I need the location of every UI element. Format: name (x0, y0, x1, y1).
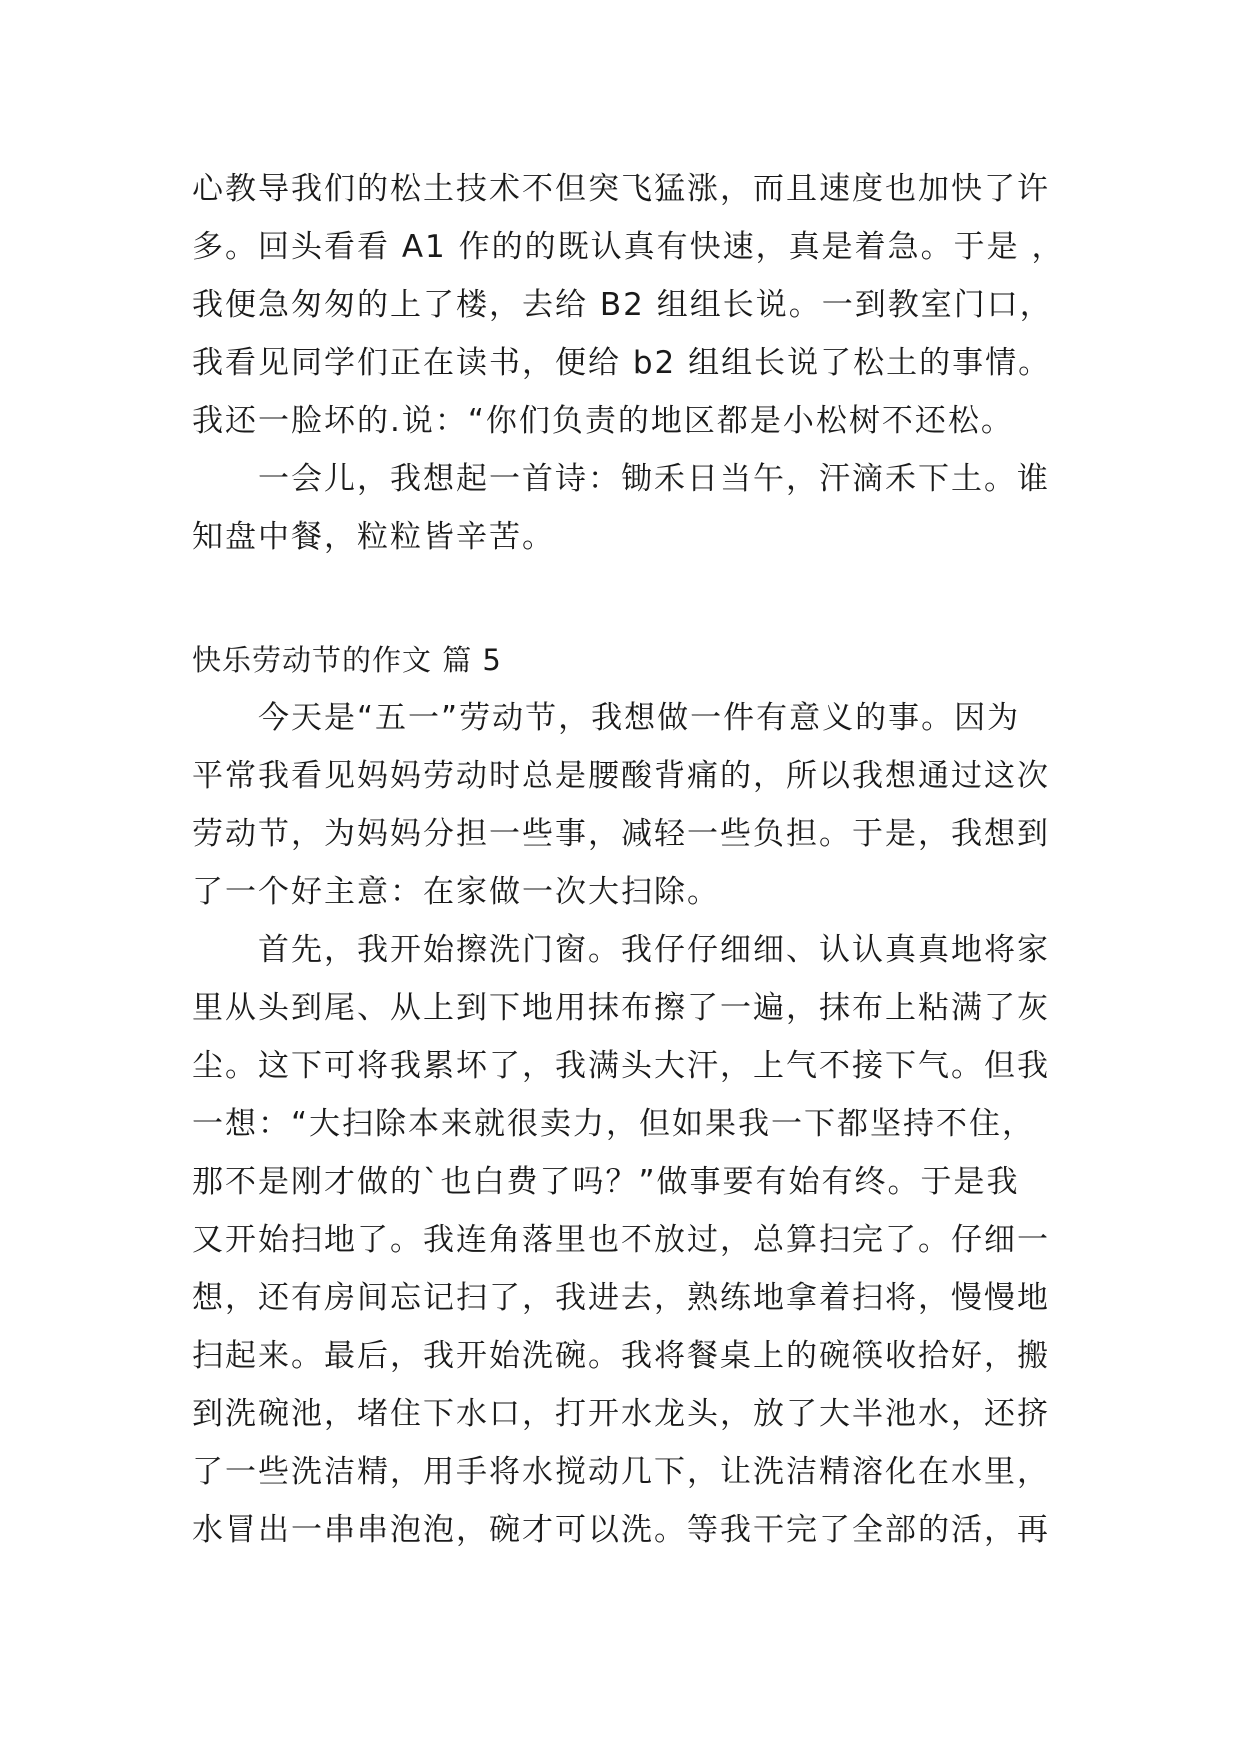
paragraph-intro (192, 689, 1072, 921)
text-line: 那不是刚才做的`也白费了吗？”做事要有始有终。于是我 (192, 1164, 1020, 1200)
text-line: 尘。这下可将我累坏了，我满头大汗，上气不接下气。但我 (192, 1048, 1050, 1084)
text-line: 了一些洗洁精，用手将水搅动几下，让洗洁精溶化在水里， (192, 1454, 1050, 1490)
section-spacer (192, 566, 1072, 631)
text-line: 水冒出一串串泡泡，碗才可以洗。等我干完了全部的活，再 (192, 1512, 1050, 1548)
text-line: 到洗碗池，堵住下水口，打开水龙头，放了大半池水，还挤 (192, 1396, 1050, 1432)
text-line: 我还一脸坏的.说：“你们负责的地区都是小松树不还松。 (192, 403, 1014, 439)
text-line: 首先，我开始擦洗门窗。我仔仔细细、认认真真地将家 (258, 932, 1050, 968)
text-line: 想，还有房间忘记扫了，我进去，熟练地拿着扫将，慢慢地 (192, 1280, 1050, 1316)
section-heading: 快乐劳动节的作文 篇 5 (192, 643, 502, 677)
text-line: 我看见同学们正在读书，便给 b2 组组长说了松土的事情。 (192, 345, 1052, 381)
text-line: 知盘中餐，粒粒皆辛苦。 (192, 519, 555, 555)
text-line: 一想：“大扫除本来就很卖力，但如果我一下都坚持不住， (192, 1106, 1036, 1142)
paragraph-continued (192, 160, 1072, 450)
text-line: 劳动节，为妈妈分担一些事，减轻一些负担。于是，我想到 (192, 816, 1050, 852)
text-line: 多。回头看看 A1 作的的既认真有快速，真是着急。于是 ， (192, 229, 1065, 265)
text-line: 我便急匆匆的上了楼，去给 B2 组组长说。一到教室门口， (192, 287, 1053, 323)
document-body (192, 160, 1072, 1559)
text-line: 扫起来。最后，我开始洗碗。我将餐桌上的碗筷收拾好，搬 (192, 1338, 1050, 1374)
text-line: 心教导我们的松土技术不但突飞猛涨，而且速度也加快了许 (192, 171, 1050, 207)
text-line: 里从头到尾、从上到下地用抹布擦了一遍，抹布上粘满了灰 (192, 990, 1050, 1026)
text-line: 又开始扫地了。我连角落里也不放过，总算扫完了。仔细一 (192, 1222, 1050, 1258)
paragraph-cleaning (192, 921, 1072, 1559)
paragraph-poem (192, 450, 1072, 566)
text-line: 一会儿，我想起一首诗：锄禾日当午，汗滴禾下土。谁 (258, 461, 1050, 497)
text-line: 了一个好主意：在家做一次大扫除。 (192, 874, 720, 910)
text-line: 平常我看见妈妈劳动时总是腰酸背痛的，所以我想通过这次 (192, 758, 1050, 794)
text-line: 今天是“五一”劳动节，我想做一件有意义的事。因为 (258, 700, 1021, 736)
